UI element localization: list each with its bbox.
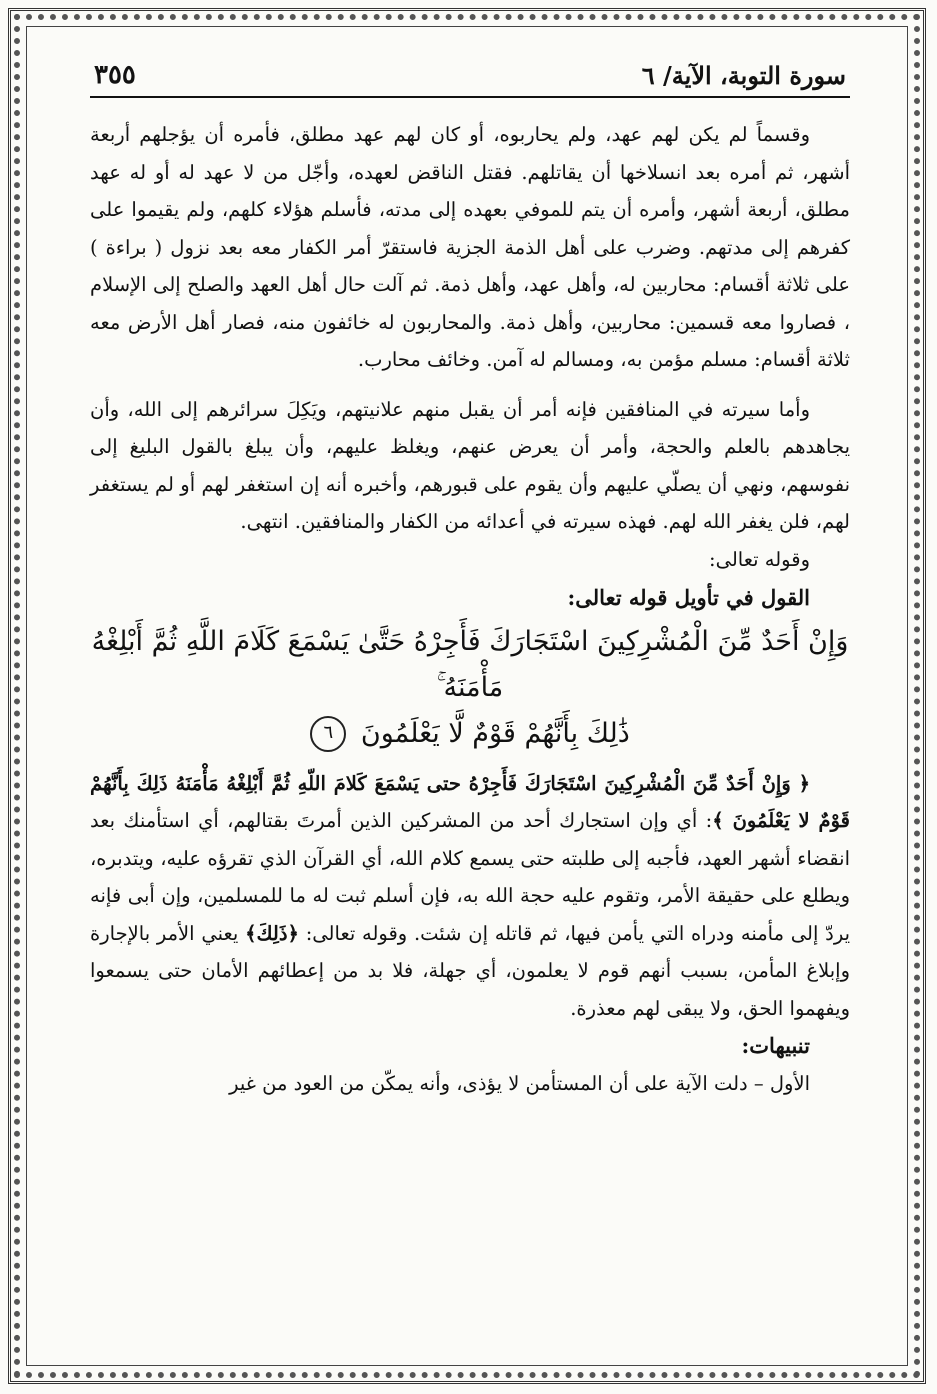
- paragraph-2: وأما سيرته في المنافقين فإنه أمر أن يقبل منهم علانيتهم، ويَكِلَ سرائرهم إلى الله، وأن يجاهدهم بالعلم والحجة، وأمر أن يعرض عنهم، ويغلظ عليهم، وأن يبلغ بالقول البليغ إلى نفوسهم، ونهي أن يصلّي عليهم وأن يقوم على قبورهم، وأخبره أنه إن استغفر لهم أو لم يستغفر لهم، فلن يغفر الله لهم. فهذه سيرته في أعدائه من الكفار والمنافقين. انتهى.: [90, 397, 850, 533]
- paragraph-3-end: يعني الأمر بالإجارة وإبلاغ المأمن، بسبب أنهم قوم لا يعلمون، أي جهلة، فلا بد من إعطائهم الأمان حتى يسمعوا ويفهموا الحق، ولا يبقى لهم معذرة.: [90, 921, 850, 1020]
- paragraph-3: [90, 765, 850, 1028]
- book-page: [90, 60, 850, 1103]
- section-heading: القول في تأويل قوله تعالى:: [567, 584, 810, 610]
- page-number: ٣٥٥: [94, 60, 136, 90]
- verse-intro: وقوله تعالى:: [709, 547, 810, 571]
- page-header: [90, 60, 850, 98]
- verse-line-2-text: ذَٰلِكَ بِأَنَّهُمْ قَوْمٌ لَّا يَعْلَمُونَ: [360, 717, 630, 749]
- verse-number-marker: ٦: [310, 716, 346, 752]
- verse-line-2: [90, 711, 850, 757]
- verse-line-1: وَإِنْ أَحَدٌ مِّنَ الْمُشْرِكِينَ اسْتَجَارَكَ فَأَجِرْهُ حَتَّىٰ يَسْمَعَ كَلَامَ اللَّهِ ثُمَّ أَبْلِغْهُ مَأْمَنَهُ ۚ: [91, 625, 849, 703]
- paragraph-3-text: : أي وإن استجارك أحد من المشركين الذين أمرتَ بقتالهم، أي استأمنك بعد انقضاء أشهر العهد، فأجبه إلى طلبته حتى يسمع كلام الله، أي القرآن الذي تقرؤه عليه، ويتدبره، ويطلع على حقيقة الأمر، وتقوم عليه حجة الله به، فإن أسلم ثبت له ما للمسلمين، وإن أبى فإنه يردّ إلى مأمنه ودراه التي يأمن فيها، ثم قاتله إن شئت. وقوله تعالى:: [90, 809, 851, 945]
- verse-quote-bold: ﴿ وَإِنْ أَحَدٌ مِّنَ الْمُشْرِكِينَ اسْتَجَارَكَ فَأَجِرْهُ حتى يَسْمَعَ كَلامَ اللّهِ ثُمَّ أَبْلِغْهُ مَأْمَنَهُ ذَلِكَ بِأَنَّهُمْ قَوْمٌ لا يَعْلَمُونَ ﴾: [90, 771, 850, 832]
- quran-verse: [90, 619, 850, 757]
- paragraph-4: الأول – دلت الآية على أن المستأمن لا يؤذى، وأنه يمكّن من العود من غير: [229, 1072, 810, 1095]
- dhalika-quote: ﴿ذَلِكَ﴾: [245, 921, 299, 945]
- surah-title: سورة التوبة، الآية/ ٦: [641, 61, 846, 90]
- notes-heading: تنبيهات:: [741, 1033, 810, 1058]
- paragraph-1: وقسماً لم يكن لهم عهد، ولم يحاربوه، أو كان لهم عهد مطلق، فأمره أن يؤجلهم أربعة أشهر، ثم أمره بعد انسلاخها أن يقاتلهم. فقتل الناقض لعهده، وأجّل من لا عهد له أو له عهد مطلق، أربعة أشهر، وأمره أن يتم للموفي بعهده إلى مدته، فأسلم هؤلاء كلهم، ولم يقيموا على كفرهم إلى مدتهم. وضرب على أهل الذمة الجزية فاستقرّ أمر الكفار معه بعد نزول ( براءة ) على ثلاثة أقسام: محاربين له، وأهل عهد، وأهل ذمة. ثم آلت حال أهل العهد والصلح إلى الإسلام ، فصاروا معه قسمين: محاربين، وأهل ذمة. والمحاربون له خائفون منه، فصار أهل الأرض معه ثلاثة أقسام: مسلم مؤمن به، ومسالم له آمن. وخائف محارب.: [90, 123, 850, 371]
